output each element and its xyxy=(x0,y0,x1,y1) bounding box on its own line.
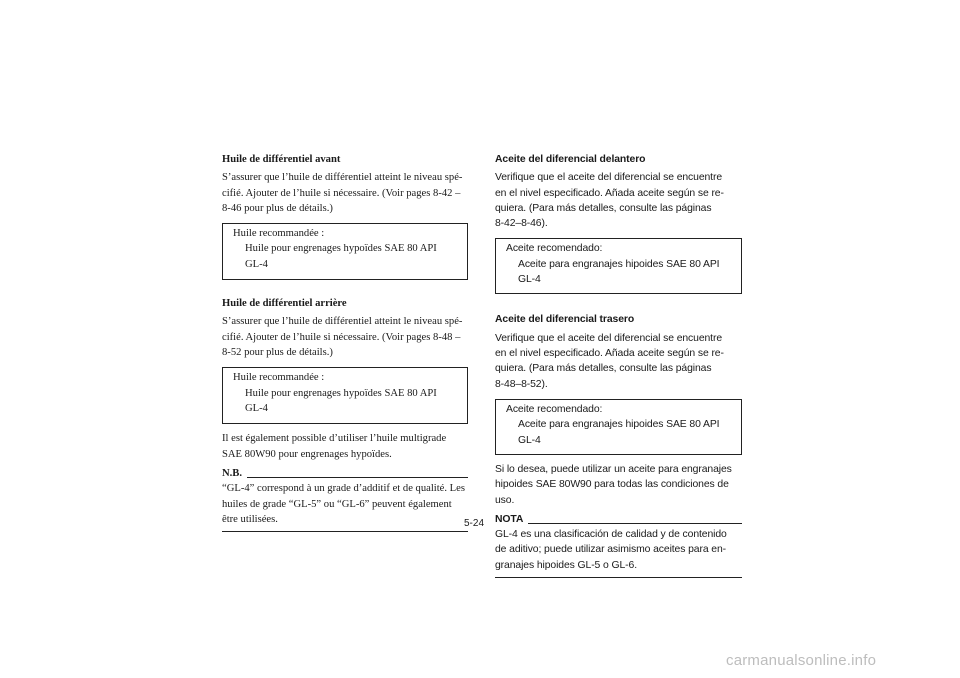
rear-body-es xyxy=(495,331,742,392)
text-line: Verifique que el aceite del diferencial se encuentre xyxy=(495,172,723,184)
front-body-fr xyxy=(222,170,468,216)
recommended-oil-box-front-es xyxy=(495,238,742,294)
text-line: de aditivo; puede utilizar asimismo aceites para en- xyxy=(495,544,727,556)
multigrade-text-fr xyxy=(222,431,468,462)
text-line: granajes hipoides GL-5 o GL-6. xyxy=(495,559,637,571)
recommended-oil-box-rear-fr xyxy=(222,367,468,424)
box-line: Huile pour engrenages hypoïdes SAE 80 API xyxy=(245,243,437,255)
box-title: Aceite recomendado: xyxy=(506,403,603,415)
text-line: Si lo desea, puede utilizar un aceite para engranajes xyxy=(495,463,732,475)
text-line: uso. xyxy=(495,494,515,506)
note-label-es: NOTA xyxy=(495,513,524,525)
box-line: GL-4 xyxy=(518,274,541,286)
text-line: en el nivel especificado. Añada aceite según se re- xyxy=(495,348,724,360)
box-line: GL-4 xyxy=(245,402,268,414)
text-line: GL-4 es una clasificación de calidad y de contenido xyxy=(495,529,727,541)
box-title: Huile recommandée : xyxy=(233,228,325,240)
text-line: S’assurer que l’huile de différentiel atteint le niveau spé- xyxy=(222,172,463,184)
text-line: 8-52 pour plus de détails.) xyxy=(222,347,333,359)
french-column xyxy=(222,152,468,532)
text-line: Verifique que el aceite del diferencial se encuentre xyxy=(495,332,723,344)
note-end-rule-es xyxy=(495,577,742,578)
rear-body-fr xyxy=(222,314,468,360)
note-rule xyxy=(247,477,468,478)
rear-heading-es: Aceite del diferencial trasero xyxy=(495,314,635,326)
box-line: Aceite para engranajes hipoides SAE 80 API xyxy=(518,419,720,431)
text-line: Il est également possible d’utiliser l’huile multigrade xyxy=(222,433,447,445)
front-body-es xyxy=(495,170,742,231)
note-label-fr: N.B. xyxy=(222,467,243,479)
text-line: S’assurer que l’huile de différentiel atteint le niveau spé- xyxy=(222,316,463,328)
note-header-fr xyxy=(222,466,468,481)
text-line: hipoides SAE 80W90 para todas las condiciones de xyxy=(495,479,729,491)
text-line: quiera. (Para más detalles, consulte las páginas xyxy=(495,363,712,375)
text-line: 8-48–8-52). xyxy=(495,378,548,390)
text-line: huiles de grade “GL-5” ou “GL-6” peuvent également xyxy=(222,498,452,510)
box-line: GL-4 xyxy=(245,258,268,270)
box-line: Huile pour engrenages hypoïdes SAE 80 API xyxy=(245,387,437,399)
note-body-es xyxy=(495,527,742,573)
text-line: 8-46 pour plus de détails.) xyxy=(222,202,333,214)
front-heading-fr: Huile de différentiel avant xyxy=(222,154,341,165)
front-heading-es: Aceite del diferencial delantero xyxy=(495,154,646,165)
text-line: cifié. Ajouter de l’huile si nécessaire. (Voir pages 8-48 – xyxy=(222,331,461,343)
text-line: être utilisées. xyxy=(222,513,278,525)
text-line: quiera. (Para más detalles, consulte las páginas xyxy=(495,202,712,214)
text-line: 8-42–8-46). xyxy=(495,218,548,230)
box-line: Aceite para engranajes hipoides SAE 80 API xyxy=(518,258,720,270)
note-body-fr xyxy=(222,481,468,527)
box-line: GL-4 xyxy=(518,434,541,446)
watermark: carmanualsonline.info xyxy=(726,652,877,669)
recommended-oil-box-front-fr xyxy=(222,223,468,280)
note-end-rule-fr xyxy=(222,531,468,532)
note-rule xyxy=(528,523,742,524)
text-line: en el nivel especificado. Añada aceite según se re- xyxy=(495,187,724,199)
rear-heading-fr: Huile de différentiel arrière xyxy=(222,298,347,310)
note-header-es xyxy=(495,512,742,527)
text-line: SAE 80W90 pour engrenages hypoïdes. xyxy=(222,448,392,460)
text-line: cifié. Ajouter de l’huile si nécessaire. (Voir pages 8-42 – xyxy=(222,187,461,199)
recommended-oil-box-rear-es xyxy=(495,399,742,455)
multigrade-text-es xyxy=(495,462,742,508)
text-line: “GL-4” correspond à un grade d’additif et de qualité. Les xyxy=(222,483,465,495)
box-title: Aceite recomendado: xyxy=(506,243,603,255)
box-title: Huile recommandée : xyxy=(233,372,325,384)
spanish-column xyxy=(495,152,742,578)
page-number: 5-24 xyxy=(464,518,485,529)
